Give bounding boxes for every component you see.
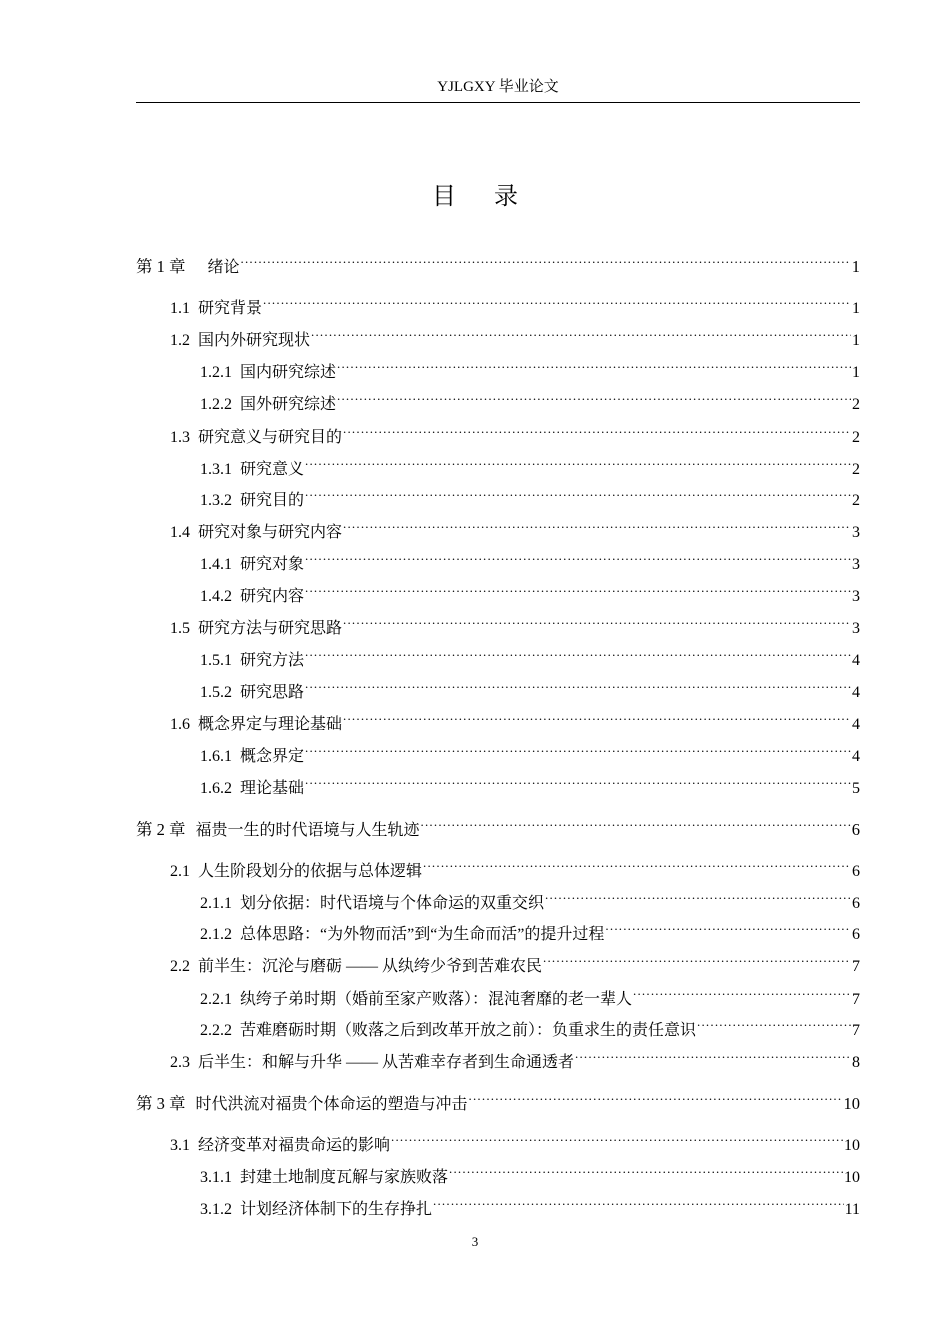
toc-entry-title: 研究对象与研究内容 [198,524,343,541]
toc-entry-title: 绪论 [207,257,240,276]
toc-entry-title: 概念界定与理论基础 [198,716,343,733]
toc-section-entry[interactable] [136,947,860,975]
toc-dot-leader [263,289,851,313]
toc-entry-title: 理论基础 [240,780,305,797]
toc-dot-leader [305,641,851,665]
toc-dot-leader [433,1190,844,1214]
toc-subsection-entry[interactable] [136,769,860,797]
toc-subsection-entry[interactable] [136,450,860,478]
toc-entry-page: 6 [852,926,860,943]
toc-dot-leader [343,513,851,537]
toc-dot-leader [305,545,851,569]
toc-entry-number: 1.3 [170,429,190,446]
toc-entry-title: 福贵一生的时代语境与人生轨迹 [195,820,420,839]
toc-entry-title: 研究背景 [198,300,263,317]
toc-entry-number: 1.5 [170,620,190,637]
toc-entry-number: 1.5.2 [200,684,232,701]
toc-entry-number: 1.1 [170,300,190,317]
toc-section-entry[interactable] [136,418,860,446]
toc-entry-number: 2.1 [170,863,190,880]
toc-entry-number: 2.2 [170,958,190,975]
toc-dot-leader [543,947,851,971]
toc-dot-leader [337,353,851,377]
toc-dot-leader [449,1158,843,1182]
toc-dot-leader [343,418,851,442]
toc-section-entry[interactable] [136,513,860,541]
toc-section-entry[interactable] [136,1126,860,1154]
toc-subsection-entry[interactable] [136,884,860,912]
toc-entry-title: 人生阶段划分的依据与总体逻辑 [198,863,423,880]
toc-entry-title: 计划经济体制下的生存挣扎 [240,1201,433,1218]
toc-entry-number: 2.3 [170,1054,190,1071]
toc-entry-page: 3 [852,588,860,605]
toc-chapter-entry[interactable] [136,811,860,839]
toc-dot-leader [633,980,851,1004]
page-title: 目录 [432,182,556,210]
toc-entry-page: 1 [851,257,860,276]
toc-entry-page: 7 [852,1022,860,1039]
toc-entry-number: 第 2 章 [136,820,186,839]
toc-entry-page: 4 [852,684,860,701]
toc-entry-title: 国外研究综述 [240,396,337,413]
toc-entry-number: 2.1.2 [200,926,232,943]
toc-subsection-entry[interactable] [136,577,860,605]
toc-entry-page: 2 [852,429,860,446]
toc-subsection-entry[interactable] [136,1011,860,1039]
toc-entry-title: 研究对象 [240,556,305,573]
toc-entry-number: 3.1.1 [200,1169,232,1186]
toc-entry-title: 时代洪流对福贵个体命运的塑造与冲击 [195,1094,468,1113]
toc-entry-title: 封建土地制度瓦解与家族败落 [240,1169,449,1186]
toc-dot-leader [343,609,851,633]
toc-entry-page: 5 [852,780,860,797]
toc-section-entry[interactable] [136,705,860,733]
toc-subsection-entry[interactable] [136,1190,860,1218]
toc-chapter-entry[interactable] [136,1085,860,1113]
toc-dot-leader [305,673,851,697]
toc-entry-title: 苦难磨砺时期（败落之后到改革开放之前）：负重求生的责任意识 [240,1022,697,1039]
toc-entry-title: 概念界定 [240,748,305,765]
toc-entry-page: 1 [852,332,860,349]
toc-entry-number: 1.4.2 [200,588,232,605]
toc-subsection-entry[interactable] [136,385,860,413]
toc-subsection-entry[interactable] [136,673,860,701]
toc-dot-leader [305,577,851,601]
toc-dot-leader [391,1126,843,1150]
toc-dot-leader [305,481,851,505]
toc-section-entry[interactable] [136,852,860,880]
toc-entry-title: 经济变革对福贵命运的影响 [198,1137,391,1154]
toc-entry-page: 7 [852,991,860,1008]
toc-dot-leader [697,1011,851,1035]
toc-entry-page: 3 [852,556,860,573]
toc-entry-number: 1.3.1 [200,461,232,478]
toc-entry-title: 国内外研究现状 [198,332,311,349]
toc-entry-number: 1.2.2 [200,396,232,413]
toc-entry-title: 划分依据：时代语境与个体命运的双重交织 [240,895,545,912]
toc-subsection-entry[interactable] [136,737,860,765]
toc-entry-page: 4 [852,652,860,669]
toc-entry-number: 1.6 [170,716,190,733]
toc-entry-number: 1.2.1 [200,364,232,381]
toc-entry-title: 研究思路 [240,684,305,701]
toc-subsection-entry[interactable] [136,641,860,669]
toc-entry-title: 总体思路：“为外物而活”到“为生命而活”的提升过程 [240,926,605,943]
toc-entry-number: 1.4 [170,524,190,541]
toc-entry-title: 研究意义 [240,461,305,478]
toc-subsection-entry[interactable] [136,481,860,509]
toc-entry-title: 研究方法与研究思路 [198,620,343,637]
toc-dot-leader [469,1085,843,1109]
toc-entry-title: 研究意义与研究目的 [198,429,343,446]
toc-subsection-entry[interactable] [136,545,860,573]
toc-entry-page: 2 [852,396,860,413]
toc-entry-page: 10 [844,1169,860,1186]
toc-entry-page: 2 [852,492,860,509]
toc-entry-title: 国内研究综述 [240,364,337,381]
toc-entry-number: 3.1 [170,1137,190,1154]
toc-entry-page: 2 [852,461,860,478]
toc-entry-page: 3 [852,620,860,637]
toc-entry-number: 3.1.2 [200,1201,232,1218]
toc-chapter-entry[interactable] [136,248,860,276]
toc-entry-number: 1.6.2 [200,780,232,797]
toc-subsection-entry[interactable] [136,1158,860,1186]
toc-dot-leader [241,248,851,272]
toc-entry-title: 后半生：和解与升华 —— 从苦难幸存者到生命通透者 [198,1054,575,1071]
page-number: 3 [471,1234,479,1249]
toc-dot-leader [605,915,851,939]
toc-section-entry[interactable] [136,1043,860,1071]
toc-entry-title: 研究内容 [240,588,305,605]
toc-entry-page: 4 [852,748,860,765]
toc-entry-number: 第 3 章 [136,1094,186,1113]
toc-entry-number: 1.4.1 [200,556,232,573]
toc-dot-leader [305,769,851,793]
toc-dot-leader [421,811,851,835]
toc-entry-title: 研究目的 [240,492,305,509]
toc-entry-page: 7 [852,958,860,975]
toc-dot-leader [311,321,851,345]
toc-section-entry[interactable] [136,609,860,637]
toc-entry-number: 2.2.1 [200,991,232,1008]
toc-entry-number: 1.5.1 [200,652,232,669]
toc-entry-title: 研究方法 [240,652,305,669]
toc-subsection-entry[interactable] [136,915,860,943]
toc-entry-page: 11 [844,1201,860,1218]
toc-entry-page: 6 [852,863,860,880]
toc-entry-page: 10 [844,1137,860,1154]
toc-entry-page: 10 [843,1094,860,1113]
toc-entry-page: 4 [852,716,860,733]
toc-dot-leader [423,852,851,876]
toc-entry-page: 8 [852,1054,860,1071]
toc-entry-number: 1.6.1 [200,748,232,765]
toc-entry-title: 前半生：沉沦与磨砺 —— 从纨绔少爷到苦难农民 [198,958,543,975]
toc-entry-number: 2.1.1 [200,895,232,912]
toc-dot-leader [337,385,851,409]
toc-dot-leader [545,884,851,908]
toc-subsection-entry[interactable] [136,980,860,1008]
toc-entry-number: 1.2 [170,332,190,349]
toc-section-entry[interactable] [136,289,860,317]
toc-dot-leader [305,737,851,761]
toc-section-entry[interactable] [136,321,860,349]
toc-entry-page: 1 [852,364,860,381]
toc-subsection-entry[interactable] [136,353,860,381]
page-header: YJLGXY 毕业论文 [136,76,860,103]
toc-entry-page: 3 [852,524,860,541]
toc-entry-page: 1 [852,300,860,317]
toc-entry-page: 6 [852,895,860,912]
toc-dot-leader [343,705,851,729]
toc-entry-page: 6 [851,820,860,839]
toc-entry-number: 2.2.2 [200,1022,232,1039]
toc-dot-leader [305,450,851,474]
toc-dot-leader [575,1043,851,1067]
toc-entry-title: 纨绔子弟时期（婚前至家产败落）：混沌奢靡的老一辈人 [240,991,633,1008]
toc-entry-number: 第 1 章 [136,257,186,276]
toc-entry-number: 1.3.2 [200,492,232,509]
